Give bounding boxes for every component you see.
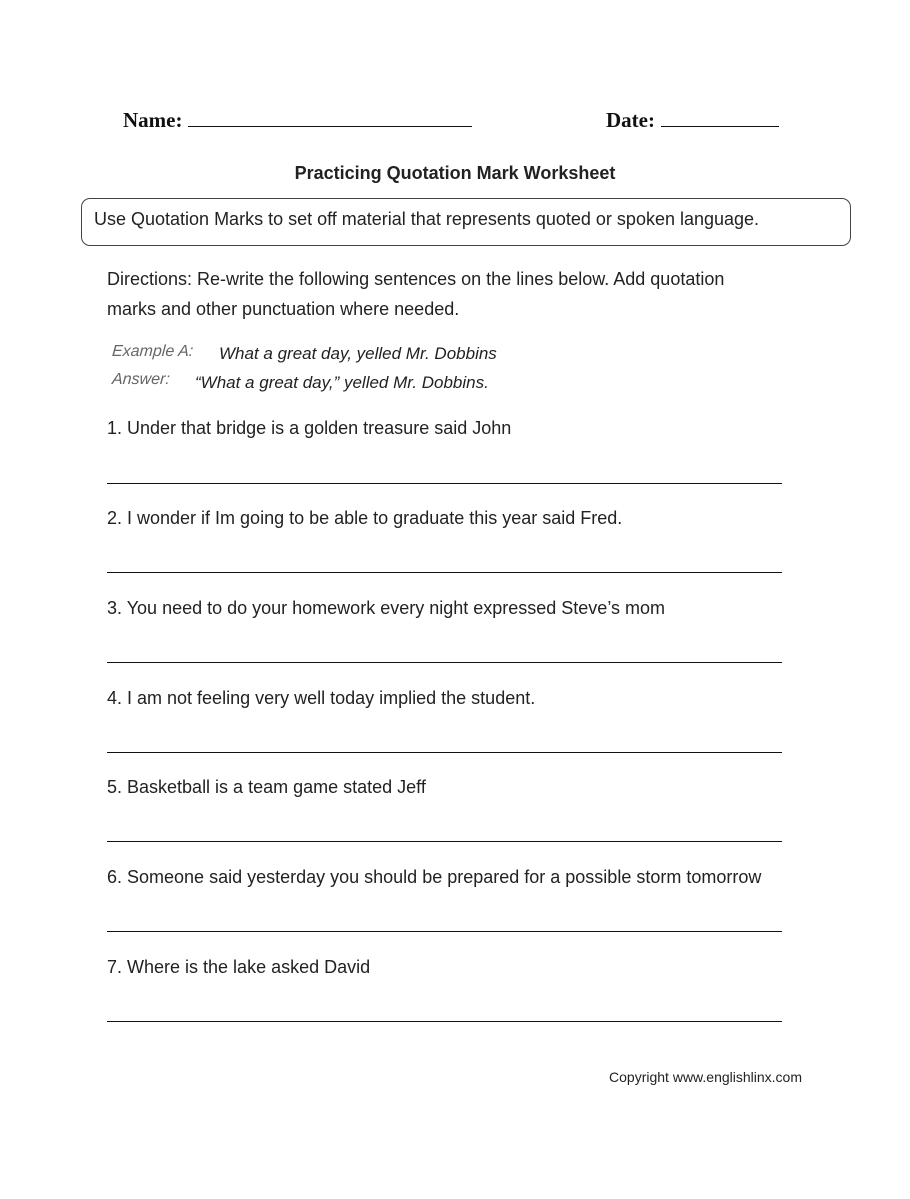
name-blank[interactable] [188,106,472,127]
worksheet-title: Practicing Quotation Mark Worksheet [294,163,616,183]
question-5: 5. Basketball is a team game stated Jeff [107,777,426,797]
date-field[interactable] [606,106,779,133]
question-1: 1. Under that bridge is a golden treasure said John [107,418,512,438]
directions-line-2: marks and other punctuation where needed. [107,299,460,319]
answer-line-1[interactable] [107,483,782,484]
answer-line-4[interactable] [107,752,782,753]
answer-text: “What a great day,” yelled Mr. Dobbins. [195,373,489,392]
question-4: 4. I am not feeling very well today implied the student. [107,688,536,708]
name-label: Name: [123,108,183,132]
example-text: What a great day, yelled Mr. Dobbins [219,344,497,363]
answer-label: Answer: [111,371,171,388]
answer-line-7[interactable] [107,1021,782,1022]
date-label: Date: [606,108,655,132]
answer-line-5[interactable] [107,841,782,842]
date-blank[interactable] [661,106,779,127]
answer-line-3[interactable] [107,662,782,663]
question-3: 3. You need to do your homework every night expressed Steve’s mom [107,598,665,618]
answer-line-2[interactable] [107,572,782,573]
example-label: Example A: [111,343,194,360]
name-field[interactable] [123,106,472,133]
copyright: Copyright www.englishlinx.com [609,1069,802,1085]
answer-line-6[interactable] [107,931,782,932]
question-2: 2. I wonder if Im going to be able to graduate this year said Fred. [107,508,623,528]
rule-text: Use Quotation Marks to set off material that represents quoted or spoken language. [94,209,760,229]
question-7: 7. Where is the lake asked David [107,957,371,977]
directions-line-1: Directions: Re-write the following sentences on the lines below. Add quotation [107,269,725,289]
question-6: 6. Someone said yesterday you should be prepared for a possible storm tomorrow [107,867,762,887]
